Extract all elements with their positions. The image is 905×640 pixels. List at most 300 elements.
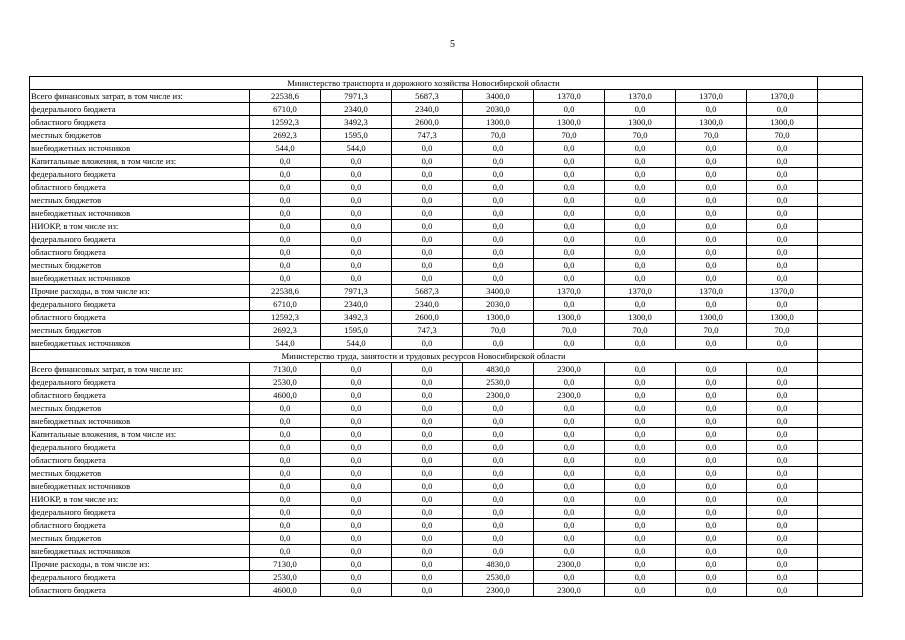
table-row [30,584,863,597]
value-cell: 0,0 [321,246,392,259]
value-cell: 0,0 [676,558,747,571]
value-cell: 3400,0 [463,285,534,298]
row-label: областного бюджета [30,116,250,129]
value-cell: 0,0 [392,506,463,519]
value-cell: 0,0 [463,519,534,532]
value-cell: 0,0 [392,233,463,246]
row-label: Всего финансовых затрат, в том числе из: [30,90,250,103]
value-cell: 4830,0 [463,558,534,571]
empty-cell [818,519,863,532]
value-cell: 0,0 [534,259,605,272]
value-cell: 0,0 [676,207,747,220]
value-cell: 0,0 [676,571,747,584]
value-cell: 2300,0 [534,558,605,571]
value-cell: 0,0 [605,415,676,428]
value-cell: 0,0 [463,415,534,428]
value-cell: 0,0 [747,454,818,467]
table-row [30,337,863,350]
value-cell: 544,0 [321,142,392,155]
table-row [30,168,863,181]
row-label: Прочие расходы, в том числе из: [30,285,250,298]
value-cell: 0,0 [747,558,818,571]
value-cell: 0,0 [463,532,534,545]
value-cell: 0,0 [463,337,534,350]
value-cell: 0,0 [321,207,392,220]
value-cell: 0,0 [463,207,534,220]
value-cell: 544,0 [250,142,321,155]
value-cell: 0,0 [463,467,534,480]
value-cell: 0,0 [463,272,534,285]
value-cell: 7130,0 [250,558,321,571]
table-row [30,272,863,285]
empty-cell [818,532,863,545]
value-cell: 0,0 [250,545,321,558]
row-label: внебюджетных источников [30,415,250,428]
value-cell: 0,0 [676,181,747,194]
value-cell: 0,0 [392,181,463,194]
row-label: Капитальные вложения, в том числе из: [30,428,250,441]
value-cell: 0,0 [250,506,321,519]
value-cell: 0,0 [463,233,534,246]
value-cell: 0,0 [392,207,463,220]
value-cell: 70,0 [747,324,818,337]
value-cell: 0,0 [676,480,747,493]
value-cell: 0,0 [392,441,463,454]
empty-cell [818,428,863,441]
value-cell: 0,0 [605,506,676,519]
value-cell: 70,0 [463,129,534,142]
value-cell: 7971,3 [321,285,392,298]
value-cell: 0,0 [747,207,818,220]
value-cell: 70,0 [605,129,676,142]
value-cell: 0,0 [321,389,392,402]
value-cell: 0,0 [676,467,747,480]
empty-cell [818,493,863,506]
value-cell: 0,0 [321,441,392,454]
value-cell: 0,0 [605,376,676,389]
row-label: федерального бюджета [30,298,250,311]
empty-cell [818,207,863,220]
value-cell: 6710,0 [250,298,321,311]
value-cell: 0,0 [676,246,747,259]
value-cell: 0,0 [392,415,463,428]
empty-cell [818,142,863,155]
empty-cell [818,506,863,519]
table-row [30,558,863,571]
value-cell: 0,0 [463,259,534,272]
table-row [30,519,863,532]
value-cell: 0,0 [605,142,676,155]
value-cell: 0,0 [463,506,534,519]
value-cell: 0,0 [321,259,392,272]
row-label: местных бюджетов [30,532,250,545]
table-row [30,298,863,311]
value-cell: 0,0 [392,272,463,285]
value-cell: 0,0 [392,337,463,350]
value-cell: 0,0 [392,532,463,545]
empty-cell [818,77,863,90]
value-cell: 0,0 [250,454,321,467]
value-cell: 0,0 [605,571,676,584]
value-cell: 0,0 [747,415,818,428]
value-cell: 0,0 [534,545,605,558]
value-cell: 0,0 [321,480,392,493]
row-label: внебюджетных источников [30,480,250,493]
value-cell: 70,0 [676,129,747,142]
value-cell: 0,0 [676,415,747,428]
value-cell: 0,0 [250,480,321,493]
value-cell: 0,0 [392,389,463,402]
value-cell: 0,0 [534,168,605,181]
value-cell: 0,0 [250,233,321,246]
row-label: областного бюджета [30,454,250,467]
value-cell: 0,0 [747,545,818,558]
value-cell: 2340,0 [392,298,463,311]
row-label: областного бюджета [30,246,250,259]
value-cell: 0,0 [747,168,818,181]
empty-cell [818,441,863,454]
table-row [30,142,863,155]
table-row [30,389,863,402]
value-cell: 0,0 [605,428,676,441]
empty-cell [818,558,863,571]
empty-cell [818,181,863,194]
value-cell: 0,0 [463,194,534,207]
row-label: местных бюджетов [30,324,250,337]
value-cell: 0,0 [676,402,747,415]
value-cell: 0,0 [747,272,818,285]
value-cell: 2530,0 [250,571,321,584]
value-cell: 0,0 [605,181,676,194]
value-cell: 0,0 [676,259,747,272]
value-cell: 0,0 [250,467,321,480]
value-cell: 0,0 [747,142,818,155]
empty-cell [818,324,863,337]
value-cell: 0,0 [676,441,747,454]
value-cell: 544,0 [250,337,321,350]
value-cell: 0,0 [463,428,534,441]
budget-table-body [30,77,863,597]
value-cell: 0,0 [534,519,605,532]
value-cell: 0,0 [392,467,463,480]
value-cell: 2300,0 [463,389,534,402]
value-cell: 0,0 [747,519,818,532]
value-cell: 0,0 [321,584,392,597]
value-cell: 0,0 [747,337,818,350]
value-cell: 2530,0 [463,571,534,584]
value-cell: 0,0 [747,506,818,519]
value-cell: 0,0 [676,103,747,116]
table-row [30,402,863,415]
value-cell: 0,0 [321,402,392,415]
value-cell: 0,0 [392,363,463,376]
value-cell: 0,0 [463,454,534,467]
value-cell: 0,0 [392,402,463,415]
value-cell: 4600,0 [250,389,321,402]
value-cell: 0,0 [534,233,605,246]
value-cell: 0,0 [747,194,818,207]
empty-cell [818,571,863,584]
value-cell: 0,0 [747,259,818,272]
row-label: Всего финансовых затрат, в том числе из: [30,363,250,376]
value-cell: 0,0 [534,428,605,441]
empty-cell [818,350,863,363]
value-cell: 0,0 [605,246,676,259]
value-cell: 0,0 [463,493,534,506]
row-label: федерального бюджета [30,506,250,519]
value-cell: 70,0 [463,324,534,337]
table-row [30,311,863,324]
value-cell: 70,0 [676,324,747,337]
value-cell: 2300,0 [534,389,605,402]
table-row [30,324,863,337]
row-label: внебюджетных источников [30,207,250,220]
value-cell: 0,0 [250,168,321,181]
row-label: внебюджетных источников [30,272,250,285]
section-title: Министерство транспорта и дорожного хозяйства Новосибирской области [30,77,818,90]
empty-cell [818,220,863,233]
table-row [30,376,863,389]
value-cell: 0,0 [392,571,463,584]
value-cell: 1370,0 [676,90,747,103]
value-cell: 1370,0 [534,285,605,298]
value-cell: 0,0 [534,220,605,233]
value-cell: 0,0 [463,142,534,155]
row-label: федерального бюджета [30,376,250,389]
value-cell: 0,0 [321,181,392,194]
table-row [30,415,863,428]
row-label: местных бюджетов [30,467,250,480]
value-cell: 0,0 [250,272,321,285]
value-cell: 0,0 [392,480,463,493]
value-cell: 0,0 [676,194,747,207]
value-cell: 0,0 [534,493,605,506]
table-row [30,194,863,207]
row-label: федерального бюджета [30,103,250,116]
table-row [30,181,863,194]
row-label: НИОКР, в том числе из: [30,493,250,506]
table-row [30,285,863,298]
value-cell: 0,0 [534,376,605,389]
value-cell: 0,0 [676,220,747,233]
value-cell: 0,0 [676,584,747,597]
value-cell: 0,0 [392,220,463,233]
value-cell: 3400,0 [463,90,534,103]
empty-cell [818,415,863,428]
value-cell: 1595,0 [321,129,392,142]
table-row [30,363,863,376]
empty-cell [818,272,863,285]
value-cell: 2300,0 [534,363,605,376]
value-cell: 0,0 [534,194,605,207]
value-cell: 7971,3 [321,90,392,103]
value-cell: 0,0 [534,480,605,493]
value-cell: 0,0 [250,402,321,415]
empty-cell [818,467,863,480]
empty-cell [818,168,863,181]
value-cell: 0,0 [534,415,605,428]
value-cell: 0,0 [250,181,321,194]
table-row [30,506,863,519]
value-cell: 0,0 [321,363,392,376]
value-cell: 0,0 [534,103,605,116]
value-cell: 0,0 [463,402,534,415]
empty-cell [818,233,863,246]
value-cell: 0,0 [534,506,605,519]
value-cell: 0,0 [321,571,392,584]
value-cell: 1300,0 [605,311,676,324]
value-cell: 0,0 [605,558,676,571]
value-cell: 0,0 [747,246,818,259]
row-label: Прочие расходы, в том числе из: [30,558,250,571]
empty-cell [818,298,863,311]
value-cell: 0,0 [676,298,747,311]
value-cell: 0,0 [392,493,463,506]
value-cell: 0,0 [747,571,818,584]
row-label: внебюджетных источников [30,142,250,155]
value-cell: 0,0 [392,545,463,558]
value-cell: 2530,0 [250,376,321,389]
value-cell: 6710,0 [250,103,321,116]
row-label: местных бюджетов [30,402,250,415]
value-cell: 0,0 [321,272,392,285]
value-cell: 0,0 [321,467,392,480]
value-cell: 70,0 [747,129,818,142]
table-row [30,259,863,272]
value-cell: 0,0 [605,441,676,454]
row-label: внебюджетных источников [30,545,250,558]
empty-cell [818,454,863,467]
value-cell: 0,0 [534,532,605,545]
value-cell: 0,0 [747,376,818,389]
value-cell: 0,0 [605,103,676,116]
value-cell: 0,0 [534,181,605,194]
value-cell: 2300,0 [463,584,534,597]
value-cell: 1370,0 [534,90,605,103]
value-cell: 0,0 [392,428,463,441]
row-label: федерального бюджета [30,233,250,246]
page-number: 5 [450,39,455,50]
value-cell: 0,0 [676,376,747,389]
value-cell: 7130,0 [250,363,321,376]
value-cell: 0,0 [534,441,605,454]
value-cell: 0,0 [605,480,676,493]
value-cell: 0,0 [747,389,818,402]
value-cell: 0,0 [605,532,676,545]
empty-cell [818,155,863,168]
value-cell: 1370,0 [676,285,747,298]
table-row [30,545,863,558]
value-cell: 0,0 [747,233,818,246]
value-cell: 1595,0 [321,324,392,337]
value-cell: 747,3 [392,324,463,337]
value-cell: 0,0 [321,233,392,246]
value-cell: 0,0 [676,168,747,181]
value-cell: 0,0 [321,532,392,545]
value-cell: 0,0 [605,584,676,597]
empty-cell [818,116,863,129]
table-row [30,116,863,129]
value-cell: 0,0 [250,246,321,259]
value-cell: 70,0 [605,324,676,337]
value-cell: 1300,0 [463,311,534,324]
value-cell: 0,0 [534,207,605,220]
value-cell: 0,0 [321,376,392,389]
value-cell: 0,0 [747,181,818,194]
value-cell: 0,0 [534,155,605,168]
value-cell: 0,0 [605,519,676,532]
value-cell: 0,0 [534,142,605,155]
table-row [30,207,863,220]
value-cell: 0,0 [392,155,463,168]
table-row [30,428,863,441]
value-cell: 0,0 [321,155,392,168]
value-cell: 0,0 [534,467,605,480]
value-cell: 0,0 [605,363,676,376]
value-cell: 2340,0 [321,298,392,311]
row-label: областного бюджета [30,519,250,532]
table-row [30,233,863,246]
value-cell: 12592,3 [250,116,321,129]
value-cell: 0,0 [747,220,818,233]
value-cell: 0,0 [534,337,605,350]
value-cell: 5687,3 [392,90,463,103]
value-cell: 1300,0 [534,311,605,324]
value-cell: 0,0 [747,155,818,168]
section-title: Министерство труда, занятости и трудовых ресурсов Новосибирской области [30,350,818,363]
row-label: федерального бюджета [30,571,250,584]
value-cell: 0,0 [676,142,747,155]
value-cell: 0,0 [463,155,534,168]
value-cell: 2030,0 [463,298,534,311]
value-cell: 1300,0 [676,116,747,129]
value-cell: 2340,0 [392,103,463,116]
value-cell: 0,0 [676,155,747,168]
value-cell: 0,0 [250,519,321,532]
value-cell: 0,0 [463,220,534,233]
empty-cell [818,402,863,415]
empty-cell [818,480,863,493]
row-label: Капитальные вложения, в том числе из: [30,155,250,168]
budget-table [29,76,863,597]
value-cell: 0,0 [747,584,818,597]
value-cell: 0,0 [250,493,321,506]
value-cell: 2692,3 [250,324,321,337]
value-cell: 70,0 [534,324,605,337]
value-cell: 0,0 [676,493,747,506]
value-cell: 0,0 [392,584,463,597]
value-cell: 0,0 [605,194,676,207]
value-cell: 0,0 [747,363,818,376]
value-cell: 0,0 [605,155,676,168]
value-cell: 0,0 [250,415,321,428]
value-cell: 1300,0 [747,311,818,324]
row-label: внебюджетных источников [30,337,250,350]
value-cell: 0,0 [747,298,818,311]
value-cell: 0,0 [676,519,747,532]
value-cell: 0,0 [605,402,676,415]
row-label: областного бюджета [30,311,250,324]
value-cell: 0,0 [605,298,676,311]
table-row [30,571,863,584]
table-row [30,454,863,467]
value-cell: 0,0 [321,506,392,519]
value-cell: 0,0 [747,532,818,545]
value-cell: 1370,0 [747,285,818,298]
value-cell: 0,0 [676,545,747,558]
empty-cell [818,259,863,272]
value-cell: 4830,0 [463,363,534,376]
